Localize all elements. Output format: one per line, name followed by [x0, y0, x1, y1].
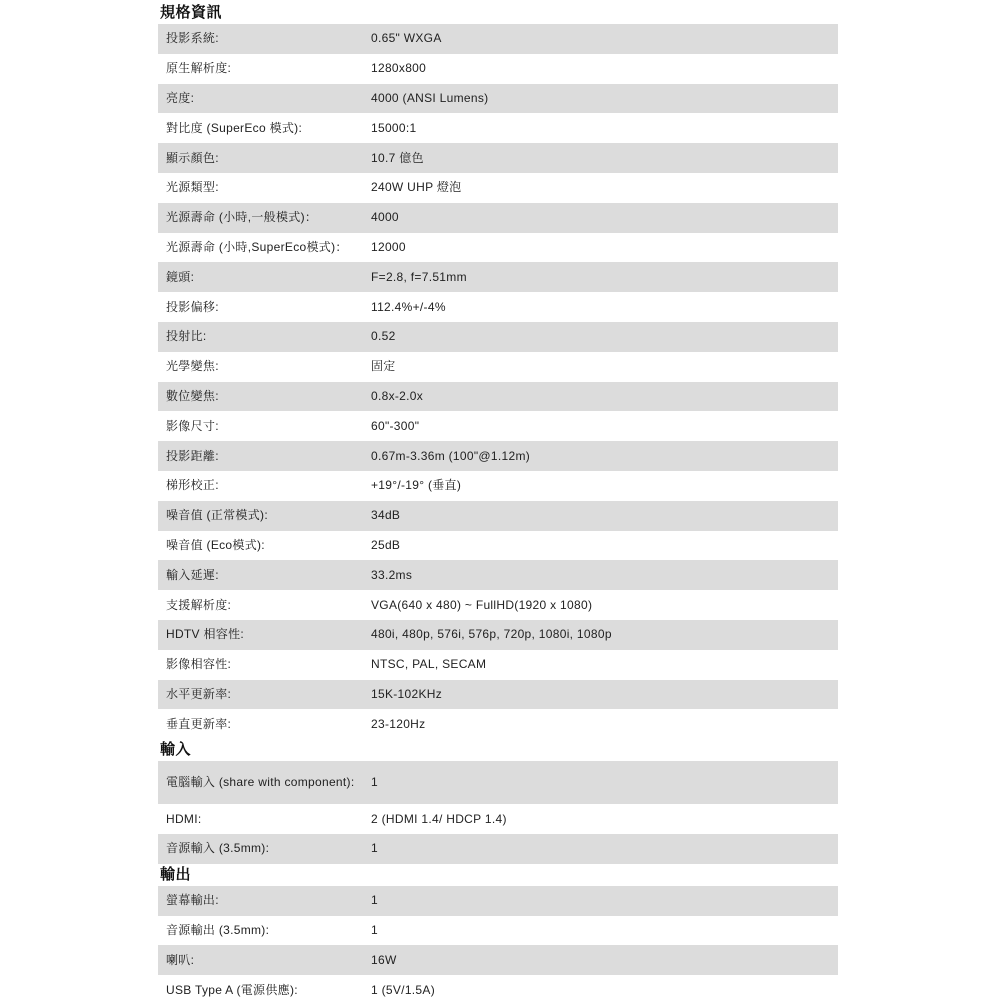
- spec-row: [158, 886, 838, 916]
- spec-label: 音源輸出 (3.5mm):: [158, 916, 363, 946]
- spec-value: NTSC, PAL, SECAM: [363, 650, 838, 680]
- section-title: 規格資訊: [160, 4, 223, 21]
- spec-value: 10.7 億色: [363, 143, 838, 173]
- spec-value: 1: [363, 834, 838, 864]
- spec-label: 對比度 (SuperEco 模式):: [158, 113, 363, 143]
- spec-label: 光源壽命 (小時,一般模式)：: [158, 203, 363, 233]
- spec-value: 0.67m-3.36m (100"@1.12m): [363, 441, 838, 471]
- spec-row: [158, 650, 838, 680]
- spec-value: 15K-102KHz: [363, 680, 838, 710]
- spec-row: [158, 471, 838, 501]
- spec-row: [158, 292, 838, 322]
- spec-label: 顯示顏色:: [158, 143, 363, 173]
- spec-label: 原生解析度:: [158, 54, 363, 84]
- spec-label: 影像尺寸:: [158, 411, 363, 441]
- spec-label: 數位變焦:: [158, 382, 363, 412]
- spec-label: 垂直更新率:: [158, 709, 363, 739]
- spec-value: 1: [363, 916, 838, 946]
- spec-value: 112.4%+/-4%: [363, 292, 838, 322]
- spec-table: [158, 761, 838, 864]
- spec-table: [158, 886, 838, 1005]
- spec-row: [158, 322, 838, 352]
- spec-label: 投影系統:: [158, 24, 363, 54]
- spec-label: 梯形校正:: [158, 471, 363, 501]
- spec-row: [158, 262, 838, 292]
- spec-value: 240W UHP 燈泡: [363, 173, 838, 203]
- spec-value: 0.52: [363, 322, 838, 352]
- spec-label: 音源輸入 (3.5mm):: [158, 834, 363, 864]
- spec-label: 投射比:: [158, 322, 363, 352]
- spec-value: 25dB: [363, 531, 838, 561]
- spec-row: [158, 411, 838, 441]
- spec-label: 噪音值 (Eco模式):: [158, 531, 363, 561]
- spec-value: 固定: [363, 352, 838, 382]
- spec-value: 4000 (ANSI Lumens): [363, 84, 838, 114]
- spec-row: [158, 590, 838, 620]
- spec-label: 亮度:: [158, 84, 363, 114]
- spec-label: 投影偏移:: [158, 292, 363, 322]
- spec-row: [158, 501, 838, 531]
- section-title: 輸出: [160, 865, 192, 883]
- spec-value: 15000:1: [363, 113, 838, 143]
- spec-label: 光源壽命 (小時,SuperEco模式)：: [158, 233, 363, 263]
- spec-label: HDMI:: [158, 804, 363, 834]
- spec-row: [158, 173, 838, 203]
- spec-label: 鏡頭:: [158, 262, 363, 292]
- spec-value: 34dB: [363, 501, 838, 531]
- spec-label: 光源類型:: [158, 173, 363, 203]
- spec-row: [158, 54, 838, 84]
- spec-value: 1 (5V/1.5A): [363, 975, 838, 1005]
- spec-value: +19°/-19° (垂直): [363, 471, 838, 501]
- spec-label: HDTV 相容性:: [158, 620, 363, 650]
- spec-value: 1: [363, 886, 838, 916]
- spec-value: 1: [363, 761, 838, 804]
- spec-label: 支援解析度:: [158, 590, 363, 620]
- spec-value: 480i, 480p, 576i, 576p, 720p, 1080i, 1080p: [363, 620, 838, 650]
- spec-row: [158, 975, 838, 1005]
- spec-row: [158, 620, 838, 650]
- spec-label: 影像相容性:: [158, 650, 363, 680]
- spec-value: 0.8x-2.0x: [363, 382, 838, 412]
- spec-value: F=2.8, f=7.51mm: [363, 262, 838, 292]
- spec-row: [158, 203, 838, 233]
- spec-label: 輸入延遲:: [158, 560, 363, 590]
- spec-row: [158, 143, 838, 173]
- spec-label: 光學變焦:: [158, 352, 363, 382]
- spec-label: 水平更新率:: [158, 680, 363, 710]
- spec-row: [158, 834, 838, 864]
- spec-value: 1280x800: [363, 54, 838, 84]
- spec-value: 4000: [363, 203, 838, 233]
- spec-row: [158, 382, 838, 412]
- spec-value: 16W: [363, 945, 838, 975]
- spec-value: 33.2ms: [363, 560, 838, 590]
- spec-value: VGA(640 x 480) ~ FullHD(1920 x 1080): [363, 590, 838, 620]
- spec-label: 螢幕輸出:: [158, 886, 363, 916]
- spec-row: [158, 560, 838, 590]
- spec-label: 投影距離:: [158, 441, 363, 471]
- spec-row: [158, 709, 838, 739]
- section-title: 輸入: [160, 741, 192, 759]
- spec-row: [158, 352, 838, 382]
- spec-row: [158, 441, 838, 471]
- spec-row: [158, 916, 838, 946]
- spec-row: [158, 84, 838, 114]
- spec-row: [158, 233, 838, 263]
- spec-value: 60"-300": [363, 411, 838, 441]
- spec-row: [158, 113, 838, 143]
- spec-row: [158, 680, 838, 710]
- spec-label: 電腦輸入 (share with component):: [158, 761, 363, 804]
- spec-table: [158, 24, 838, 739]
- spec-label: 喇叭:: [158, 945, 363, 975]
- spec-value: 23-120Hz: [363, 709, 838, 739]
- spec-row: [158, 945, 838, 975]
- spec-row: [158, 531, 838, 561]
- spec-sheet: [158, 2, 838, 1005]
- spec-value: 0.65" WXGA: [363, 24, 838, 54]
- spec-row: [158, 761, 838, 804]
- spec-row: [158, 804, 838, 834]
- spec-label: 噪音值 (正常模式):: [158, 501, 363, 531]
- spec-row: [158, 24, 838, 54]
- spec-value: 2 (HDMI 1.4/ HDCP 1.4): [363, 804, 838, 834]
- spec-label: USB Type A (電源供應):: [158, 975, 363, 1005]
- spec-value: 12000: [363, 233, 838, 263]
